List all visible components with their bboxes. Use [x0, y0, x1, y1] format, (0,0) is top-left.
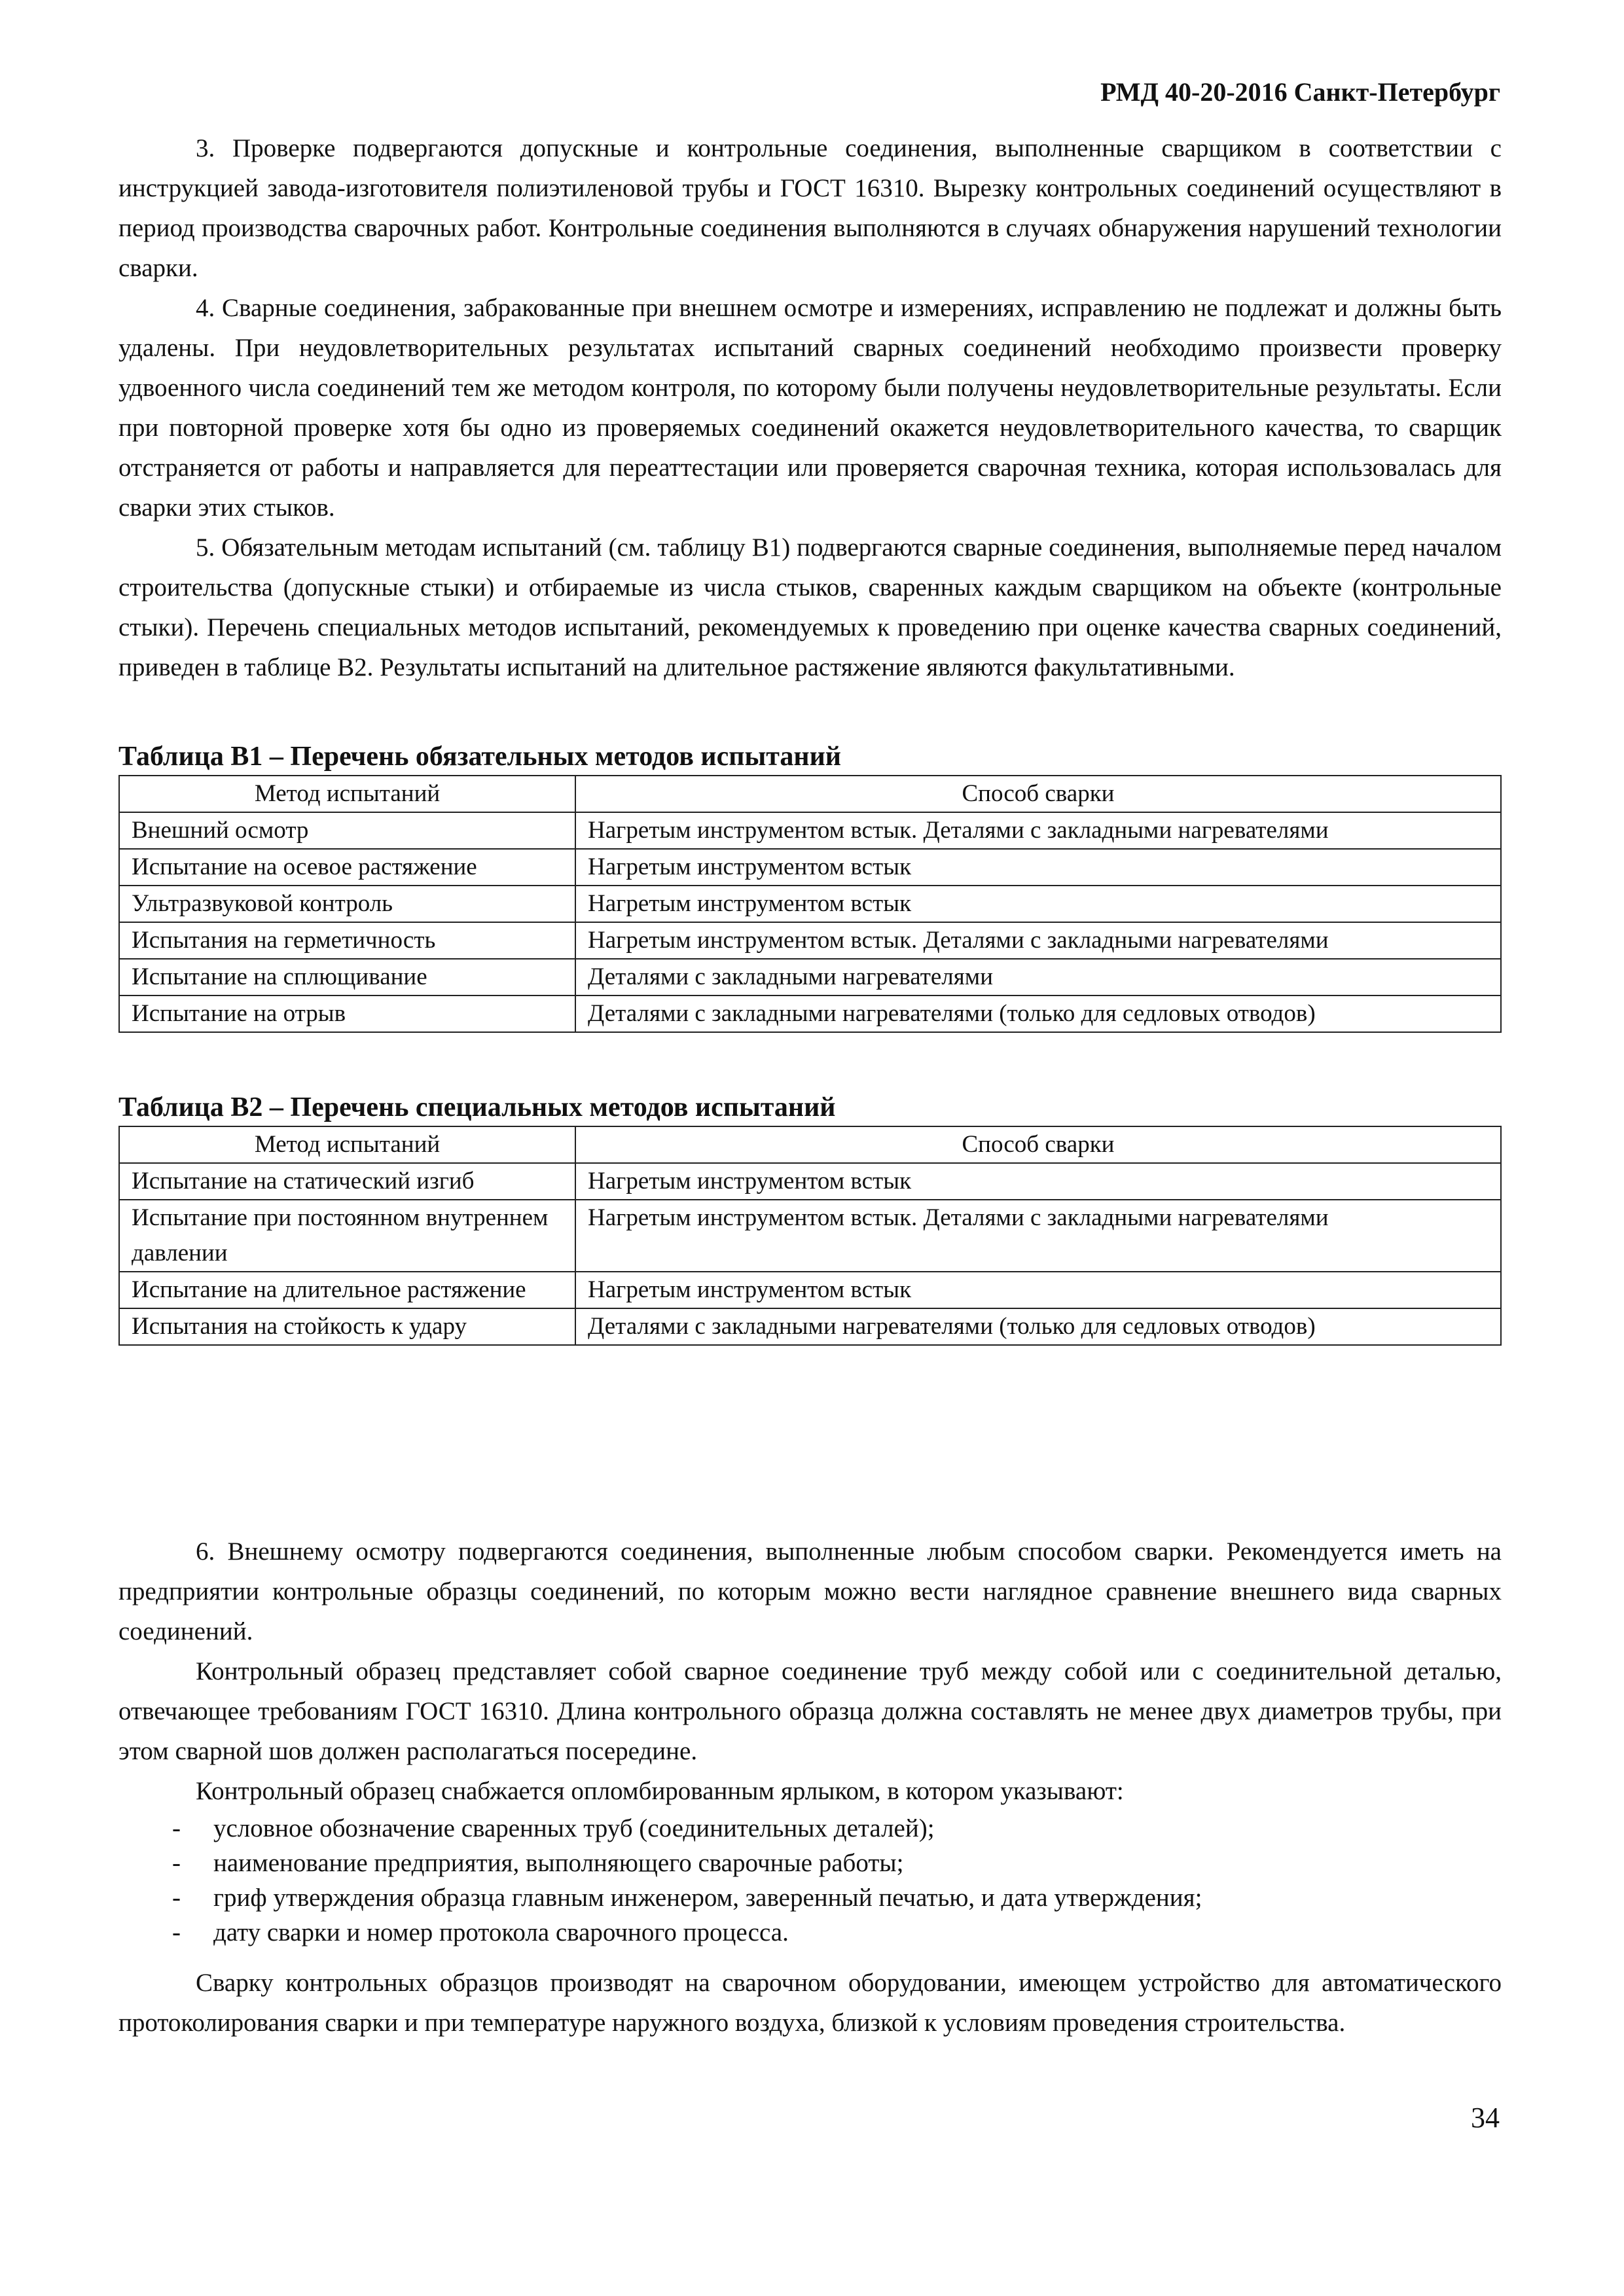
list-item [118, 1846, 1502, 1880]
table-cell: Нагретым инструментом встык [575, 849, 1501, 886]
paragraph-5: 5. Обязательным методам испытаний (см. таблицу В1) подвергаются сварные соединения, выполняемые перед началом строительства (допускные стыки) и отбираемые из числа стыков, сваренных каждым сварщиком на объекте (контрольные стыки). Перечень специальных методов испытаний, рекомендуемых к проведению при оценке качества сварных соединений, приведен в таблице В2. Результаты испытаний на длительное растяжение являются факультативными. [118, 533, 1502, 681]
list-marker: - [172, 1918, 181, 1946]
page-number: 34 [1471, 2102, 1500, 2134]
paragraph-6: 6. Внешнему осмотру подвергаются соединения, выполненные любым способом сварки. Рекомендуется иметь на предприятии контрольные образцы соединений, по которым можно вести наглядное сравнение внешнего вида сварных соединений. [118, 1537, 1502, 1645]
table-b1-caption: Таблица В1 – Перечень обязательных методов испытаний [118, 742, 841, 772]
table-row [119, 1200, 1501, 1272]
table-b1 [118, 775, 1502, 1033]
list-item [118, 1811, 1502, 1846]
table-cell: Испытание на отрыв [119, 996, 575, 1032]
table-cell: Испытание при постоянном внутреннем давлении [119, 1200, 575, 1272]
table-cell: Нагретым инструментом встык [575, 1272, 1501, 1308]
list-marker: - [172, 1849, 181, 1877]
table-cell: Деталями с закладными нагревателями (только для седловых отводов) [575, 996, 1501, 1032]
list-item-text: условное обозначение сваренных труб (соединительных деталей); [213, 1814, 935, 1842]
table-header-cell: Способ сварки [575, 776, 1501, 812]
upper-section [118, 128, 1502, 1346]
table-cell: Испытания на герметичность [119, 922, 575, 959]
list-marker: - [172, 1814, 181, 1842]
table-cell: Внешний осмотр [119, 812, 575, 849]
table-row [119, 1308, 1501, 1345]
list-item-text: гриф утверждения образца главным инженером, заверенный печатью, и дата утверждения; [213, 1884, 1202, 1912]
list-item-text: наименование предприятия, выполняющего сварочные работы; [213, 1849, 904, 1877]
table-b2-caption: Таблица В2 – Перечень специальных методов испытаний [118, 1092, 836, 1122]
table-header-cell: Метод испытаний [119, 776, 575, 812]
table-cell: Испытание на сплющивание [119, 959, 575, 996]
table-cell: Деталями с закладными нагревателями [575, 959, 1501, 996]
list-marker: - [172, 1884, 181, 1912]
running-header: РМД 40-20-2016 Санкт-Петербург [1100, 77, 1500, 107]
table-header-cell: Метод испытаний [119, 1126, 575, 1163]
paragraph-3: 3. Проверке подвергаются допускные и контрольные соединения, выполненные сварщиком в соответствии с инструкцией завода-изготовителя полиэтиленовой трубы и ГОСТ 16310. Вырезку контрольных соединений осуществляют в период производства сварочных работ. Контрольные соединения выполняются в случаях обнаружения нарушений технологии сварки. [118, 134, 1502, 282]
list-item [118, 1915, 1502, 1950]
paragraph-control-sample: Контрольный образец представляет собой сварное соединение труб между собой или с соединительной деталью, отвечающее требованиям ГОСТ 16310. Длина контрольного образца должна составлять не менее двух диаметров трубы, при этом сварной шов должен располагаться посередине. [118, 1657, 1502, 1765]
table-b2 [118, 1126, 1502, 1346]
table-cell: Испытание на статический изгиб [119, 1163, 575, 1200]
table-cell: Нагретым инструментом встык [575, 1163, 1501, 1200]
table-cell: Испытание на длительное растяжение [119, 1272, 575, 1308]
table-cell: Испытания на стойкость к удару [119, 1308, 575, 1345]
list-item-text: дату сварки и номер протокола сварочного процесса. [213, 1918, 789, 1946]
label-requirements-list [118, 1811, 1502, 1950]
table-row [119, 1163, 1501, 1200]
table-cell: Ультразвуковой контроль [119, 886, 575, 922]
table-cell: Нагретым инструментом встык. Деталями с закладными нагревателями [575, 922, 1501, 959]
table-row [119, 996, 1501, 1032]
table-row [119, 812, 1501, 849]
table-row [119, 849, 1501, 886]
paragraph-label-intro: Контрольный образец снабжается опломбированным ярлыком, в котором указывают: [196, 1777, 1124, 1805]
paragraph-welding-samples: Сварку контрольных образцов производят на сварочном оборудовании, имеющем устройство для автоматического протоколирования сварки и при температуре наружного воздуха, близкой к условиям проведения строительства. [118, 1969, 1502, 2037]
table-cell: Нагретым инструментом встык [575, 886, 1501, 922]
paragraph-4: 4. Сварные соединения, забракованные при внешнем осмотре и измерениях, исправлению не подлежат и должны быть удалены. При неудовлетворительных результатах испытаний сварных соединений необходимо произвести проверку удвоенного числа соединений тем же методом контроля, по которому были получены неудовлетворительные результаты. Если при повторной проверке хотя бы одно из проверяемых соединений окажется неудовлетворительного качества, то сварщик отстраняется от работы и направляется для переаттестации или проверяется сварочная техника, которая использовалась для сварки этих стыков. [118, 294, 1502, 522]
table-row [119, 1272, 1501, 1308]
table-header-row [119, 776, 1501, 812]
table-row [119, 922, 1501, 959]
lower-section [118, 1532, 1502, 2043]
table-header-cell: Способ сварки [575, 1126, 1501, 1163]
table-cell: Испытание на осевое растяжение [119, 849, 575, 886]
table-cell: Деталями с закладными нагревателями (только для седловых отводов) [575, 1308, 1501, 1345]
table-row [119, 886, 1501, 922]
list-item [118, 1880, 1502, 1915]
table-cell: Нагретым инструментом встык. Деталями с закладными нагревателями [575, 1200, 1501, 1272]
table-cell: Нагретым инструментом встык. Деталями с закладными нагревателями [575, 812, 1501, 849]
table-row [119, 959, 1501, 996]
table-header-row [119, 1126, 1501, 1163]
